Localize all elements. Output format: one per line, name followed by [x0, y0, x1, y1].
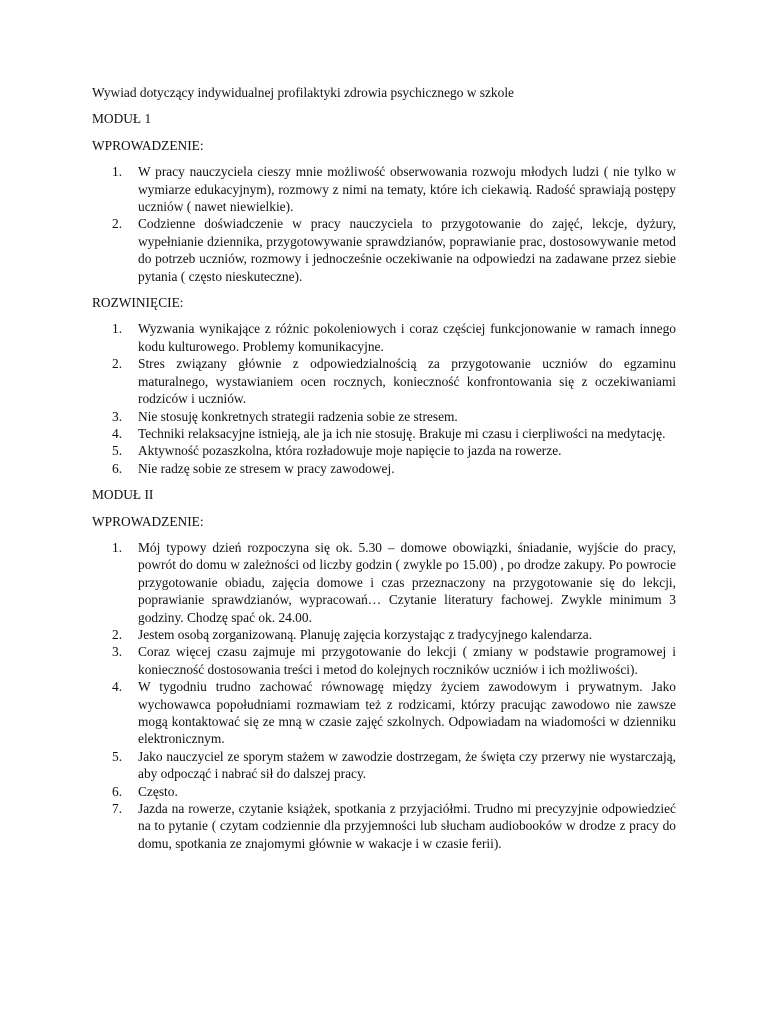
list-item: 4. Techniki relaksacyjne istnieją, ale ja ich nie stosuję. Brakuje mi czasu i cierpliwości na medytację. [112, 425, 666, 441]
list-item: 3. Coraz więcej czasu zajmuje mi przygotowanie do lekcji ( zmiany w podstawie programowej i konieczność dostosowania treści i metod do kolejnych roczników uczniów i ich możliwości). [112, 644, 676, 677]
list-item: 5. Aktywność pozaszkolna, która rozładowuje moje napięcie to jazda na rowerze. [112, 443, 562, 459]
module2-intro-list [92, 539, 676, 852]
list-item: 7. Jazda na rowerze, czytanie książek, spotkania z przyjaciółmi. Trudno mi precyzyjnie odpowiedzieć na to pytanie ( czytam codziennie dla przyjemności lub słucham audiobooków w drodze z pracy do domu, spotkania ze znajomymi głównie w wakacje i w czasie ferii). [112, 801, 676, 851]
module1-intro-list [92, 163, 676, 285]
list-item: 1. W pracy nauczyciela cieszy mnie możliwość obserwowania rozwoju młodych ludzi ( nie tylko w wymiarze edukacyjnym), rozmowy z nimi na tematy, które ich ciekawią. Radość sprawiają postępy uczniów ( nawet niewielkie). [112, 164, 676, 215]
document-title: Wywiad dotyczący indywidualnej profilaktyki zdrowia psychicznego w szkole [92, 85, 514, 100]
module1-intro-heading: WPROWADZENIE: [92, 137, 204, 153]
list-item: 1. Wyzwania wynikające z różnic pokoleniowych i coraz częściej funkcjonowanie w ramach innego kodu kulturowego. Problemy komunikacyjne. [112, 321, 676, 354]
list-item: 3. Nie stosuję konkretnych strategii radzenia sobie ze stresem. [112, 408, 458, 424]
list-item: 6. Często. [112, 783, 178, 799]
module1-dev-heading: ROZWINIĘCIE: [92, 295, 184, 311]
module1-dev-list [92, 320, 676, 477]
module2-intro-heading: WPROWADZENIE: [92, 513, 204, 529]
module1-heading: MODUŁ 1 [92, 111, 152, 127]
list-item: 1. Mój typowy dzień rozpoczyna się ok. 5.30 – domowe obowiązki, śniadanie, wyjście do pracy, powrót do domu w zależności od liczby godzin ( zwykle po 15.00) , po drodze zakupy. Po powrocie przygotowanie obiadu, zajęcia domowe i czas przeznaczony na przygotowanie się do lekcji, poprawianie sprawdzianów, wypracowań… Czytanie literatury fachowej. Zwykle minimum 3 godziny. Chodzę spać ok. 24.00. [112, 539, 676, 625]
list-item: 5. Jako nauczyciel ze sporym stażem w zawodzie dostrzegam, że święta czy przerwy nie wystarczają, aby odpocząć i nabrać sił do dalszej pracy. [112, 748, 676, 782]
list-item: 2. Codzienne doświadczenie w pracy nauczyciela to przygotowanie do zajęć, lekcje, dyżury, wypełnianie dziennika, przygotowywanie sprawdzianów, poprawianie prac, dostosowywanie metod do potrzeb uczniów, rozmowy i jednocześnie oczekiwanie na odpowiedzi na zadawane przez siebie pytania ( często nieskuteczne). [112, 216, 676, 284]
list-item: 4. W tygodniu trudno zachować równowagę między życiem zawodowym i prywatnym. Jako wychowawca popołudniami rozmawiam też z rodzicami, którzy pracując zawodowo nie zawsze mogą kontaktować się ze mną w czasie zajęć szkolnych. Odpowiadam na wiadomości w dzienniku elektronicznym. [112, 679, 676, 747]
list-item: 2. Jestem osobą zorganizowaną. Planuję zajęcia korzystając z tradycyjnego kalendarza. [112, 626, 593, 642]
list-item: 6. Nie radzę sobie ze stresem w pracy zawodowej. [112, 460, 395, 476]
document-body [92, 84, 676, 861]
list-item: 2. Stres związany głównie z odpowiedzialnością za przygotowanie uczniów do egzaminu maturalnego, wystawianiem ocen rocznych, konieczność konfrontowania się z oczekiwaniami rodziców i uczniów. [112, 356, 676, 407]
module2-heading: MODUŁ II [92, 487, 154, 503]
